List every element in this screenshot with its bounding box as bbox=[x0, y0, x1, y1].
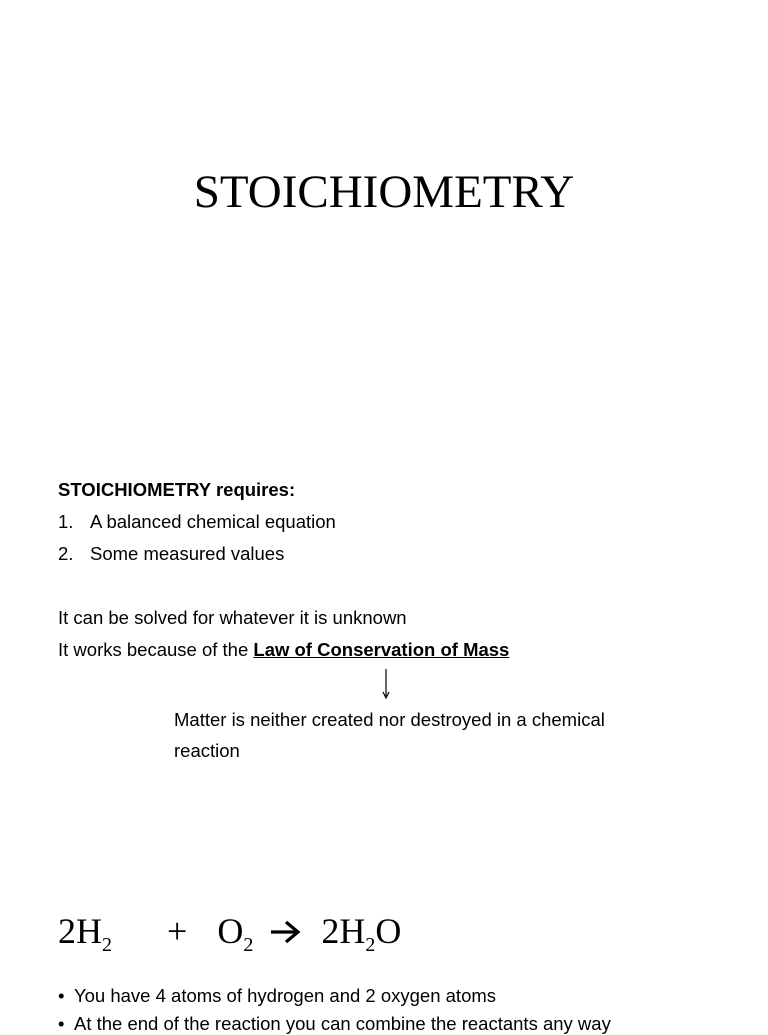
statement-law bbox=[58, 639, 509, 661]
list-item bbox=[58, 1013, 611, 1035]
plus-sign: + bbox=[167, 911, 188, 951]
requirement-item-2 bbox=[58, 543, 284, 565]
statement-law-prefix: It works because of the bbox=[58, 639, 254, 660]
product-water: $2H_2O$ bbox=[321, 911, 402, 956]
down-arrow-icon bbox=[380, 669, 392, 699]
requirements-heading: STOICHIOMETRY requires: bbox=[58, 479, 296, 500]
page-title: STOICHIOMETRY bbox=[193, 166, 575, 218]
bullet-text: You have 4 atoms of hydrogen and 2 oxygen atoms bbox=[74, 985, 497, 1006]
bullet-icon: • bbox=[58, 1013, 65, 1034]
law-of-conservation-link-text: Law of Conservation of Mass bbox=[253, 639, 510, 660]
requirement-number: 1. bbox=[58, 511, 74, 532]
reactant-hydrogen: $2H_2$ bbox=[58, 911, 112, 956]
requirement-number: 2. bbox=[58, 543, 74, 564]
requirement-item-1 bbox=[58, 511, 336, 533]
list-item bbox=[58, 985, 496, 1007]
right-arrow-icon bbox=[269, 918, 301, 946]
conservation-definition: Matter is neither created nor destroyed in a chemical reaction bbox=[174, 709, 605, 761]
statement-solvable: It can be solved for whatever it is unknown bbox=[58, 607, 407, 628]
requirement-text: A balanced chemical equation bbox=[90, 511, 336, 532]
requirement-text: Some measured values bbox=[90, 543, 285, 564]
bullet-text: At the end of the reaction you can combine the reactants any way bbox=[74, 1013, 611, 1034]
bullet-icon: • bbox=[58, 985, 65, 1006]
reactant-oxygen: $O_2$ bbox=[217, 911, 254, 956]
chemical-equation bbox=[58, 908, 401, 954]
